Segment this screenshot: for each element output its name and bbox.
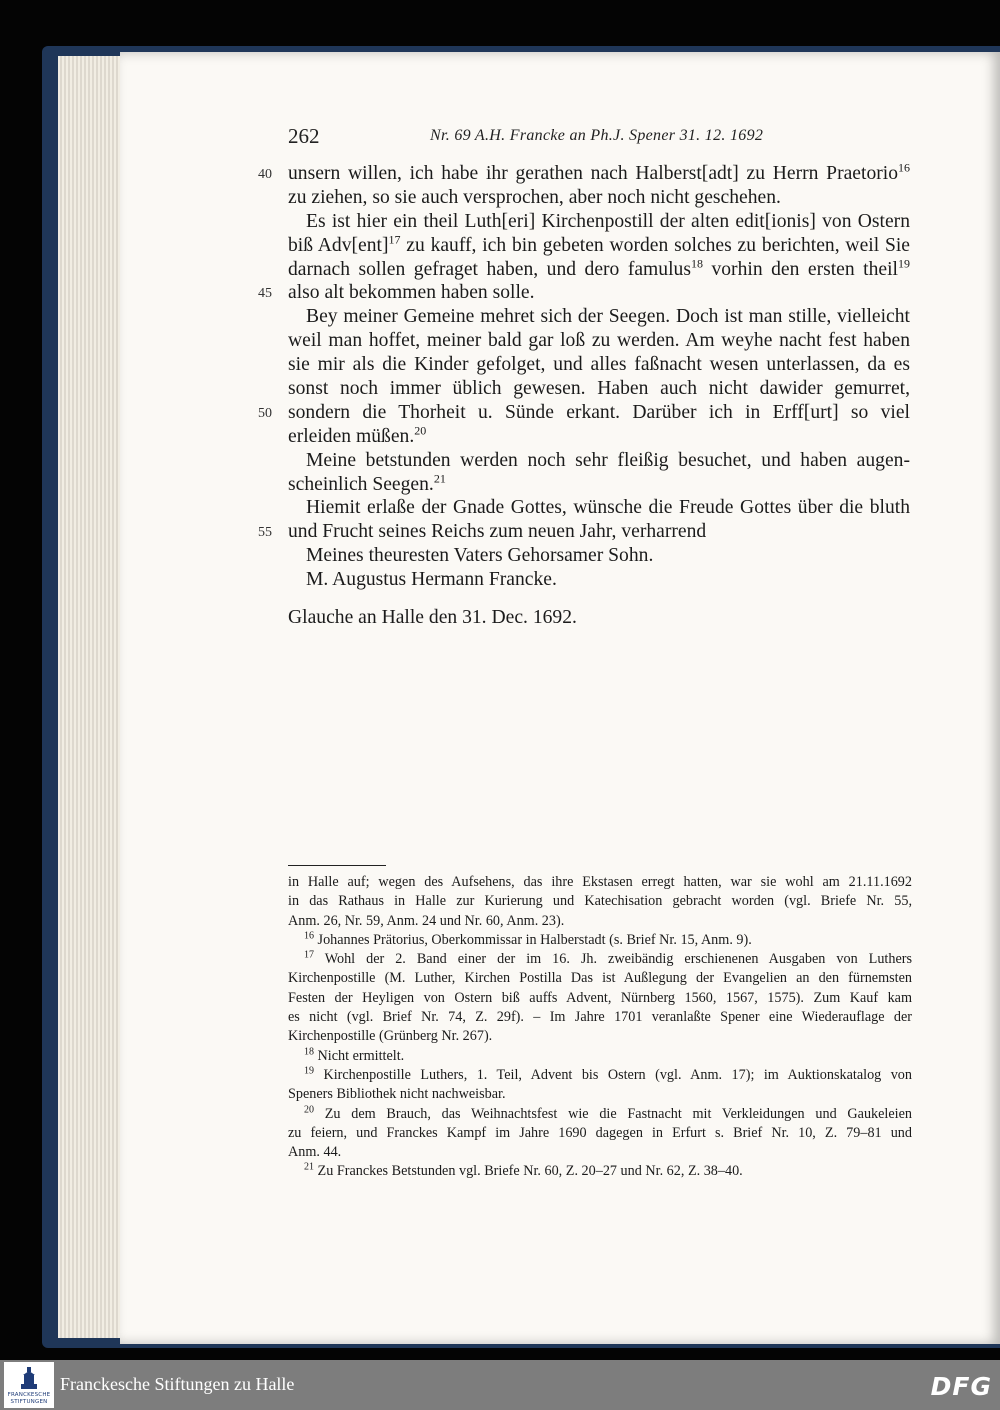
line-number: 45	[258, 286, 272, 302]
franckesche-stiftungen-logo[interactable]	[4, 1362, 54, 1408]
logo-text-line-1: FRANCKESCHE	[7, 1392, 51, 1398]
footnote-line: zu feiern, und Franckes Kampf im Jahre 1690 dagegen in Erfurt s. Brief Nr. 10, Z. 79–81 und	[288, 1124, 912, 1141]
text-line	[288, 449, 910, 473]
line-text: sonst noch immer üblich gewesen. Haben auch nicht dawider gemurret,	[288, 378, 910, 400]
footnote-line: Anm. 26, Nr. 59, Anm. 24 und Nr. 60, Anm. 23).	[288, 912, 565, 929]
text-line	[288, 305, 910, 329]
text-line	[288, 258, 910, 282]
footnote-line: Anm. 44.	[288, 1144, 342, 1161]
text-line	[288, 186, 910, 210]
footnote-line: in Halle auf; wegen des Aufsehens, das ihre Ekstasen erregt hatten, war sie wohl am 21.11.1692	[288, 874, 912, 890]
footnote-line: $^{16}$ Johannes Prätorius, Oberkommissar in Halberstadt (s. Brief Nr. 15, Anm. 9).	[304, 930, 752, 948]
footnote-line: Kirchenpostille (M. Luther, Kirchen Postilla Das ist Außlegung der Evangelien an den fürnemsten	[288, 970, 912, 987]
dfg-logo[interactable]: DFG	[930, 1372, 992, 1401]
text-line	[258, 401, 910, 425]
text-line	[288, 329, 910, 353]
footnote-line: Speners Bibliothek nicht nachweisbar.	[288, 1086, 506, 1103]
line-text: und Frucht seines Reichs zum neuen Jahr, verharrend	[288, 521, 707, 543]
footnote-line: Kirchenpostille (Grünberg Nr. 267).	[288, 1028, 493, 1045]
footnote-line: $^{21}$ Zu Franckes Betstunden vgl. Briefe Nr. 60, Z. 20–27 und Nr. 62, Z. 38–40.	[304, 1161, 743, 1180]
text-line	[258, 281, 910, 305]
line-number: 40	[258, 167, 272, 182]
text-line	[288, 425, 910, 449]
text-line	[288, 568, 910, 592]
footnote-rule	[288, 865, 386, 866]
line-text: sie mir als die Kinder gefolget, und alles faßnacht wesen unterlassen, da es	[288, 354, 910, 376]
footnote-line: Festen der Heyligen von Ostern biß auffs Advent, Nürnberg 1560, 1567, 1575). Zum Kauf kam	[288, 989, 912, 1006]
footnote-line: $^{19}$ Kirchenpostille Luthers, 1. Teil, Advent bis Ostern (vgl. Anm. 17); im Auktionskatalog von	[304, 1065, 912, 1083]
footnote-line: $^{17}$ Wohl der 2. Band einer der im 16. Jh. zweibändig erschienenen Ausgaben von Luthers	[304, 949, 912, 968]
page-number: 262	[288, 124, 320, 148]
line-text: erleiden müßen.$^{20}$	[288, 423, 427, 447]
text-line	[258, 160, 910, 186]
line-text: weil man hoffet, meiner bald gar loß zu werden. Am weyhe nacht fest haben	[288, 330, 910, 352]
line-text: M. Augustus Hermann Francke.	[306, 569, 557, 591]
page-header	[288, 124, 908, 152]
line-text: scheinlich Seegen.$^{21}$	[288, 471, 446, 495]
line-text: Meine betstunden werden noch sehr fleißig besuchet, und haben augen-	[306, 449, 910, 471]
logo-text-line-2: STIFTUNGEN	[10, 1399, 48, 1405]
running-head: Nr. 69 A.H. Francke an Ph.J. Spener 31. 12. 1692	[430, 127, 764, 144]
footnote-line: es nicht (vgl. Brief Nr. 74, Z. 29f). – Im Jahre 1701 veranlaßte Spener eine Wiederauflage der	[288, 1009, 912, 1026]
viewer-footer-bar	[0, 1360, 1000, 1410]
text-line	[288, 353, 910, 377]
text-line	[288, 234, 910, 258]
institution-name: Franckesche Stiftungen zu Halle	[60, 1374, 295, 1394]
footnote-line: $^{18}$ Nicht ermittelt.	[304, 1045, 405, 1064]
footnote-line: in das Rathaus in Halle zur Kurierung und Katechisation gebracht worden (vgl. Briefe Nr. 55,	[288, 893, 912, 910]
line-text: biß Adv[ent]$^{17}$ zu kauff, ich bin gebeten worden solches zu berichten, weil Sie	[288, 232, 910, 256]
footnotes	[288, 873, 912, 1182]
line-text: unsern willen, ich habe ihr gerathen nach Halberst[adt] zu Herrn Praetorio$^{16}$	[288, 160, 910, 184]
letter-text	[258, 160, 910, 630]
line-text: also alt bekommen haben solle.	[288, 282, 535, 304]
text-line	[288, 544, 910, 568]
line-number: 50	[258, 405, 272, 421]
text-line	[288, 377, 910, 401]
line-text: Bey meiner Gemeine mehret sich der Seegen. Doch ist man stille, vielleicht	[306, 306, 910, 328]
line-text: Hiemit erlaße der Gnade Gottes, wünsche die Freude Gottes über die bluth	[306, 497, 910, 519]
line-text: Es ist hier ein theil Luth[eri] Kirchenpostill der alten edit[ionis] von Ostern	[306, 210, 910, 232]
orphanage-building-icon	[21, 1367, 37, 1389]
line-text: zu ziehen, so sie auch versprochen, aber noch nicht geschehen.	[288, 186, 781, 208]
footnote-line: $^{20}$ Zu dem Brauch, das Weihnachtsfest wie die Fastnacht mit Verkleidungen und Gaukeleien	[304, 1103, 912, 1122]
text-line	[258, 520, 910, 544]
line-number: 55	[258, 525, 272, 541]
text-line	[288, 473, 910, 497]
line-text: Meines theuresten Vaters Gehorsamer Sohn.	[306, 545, 654, 567]
text-line	[288, 606, 910, 630]
line-text: sondern die Thorheit u. Sünde erkant. Darüber ich in Erff[urt] so viel	[288, 401, 910, 423]
text-line	[288, 210, 910, 234]
text-line	[288, 496, 910, 520]
line-text: Glauche an Halle den 31. Dec. 1692.	[288, 607, 577, 629]
line-text: darnach sollen gefraget haben, und dero famulus$^{18}$ vorhin den ersten theil$^{19}$	[288, 256, 910, 280]
